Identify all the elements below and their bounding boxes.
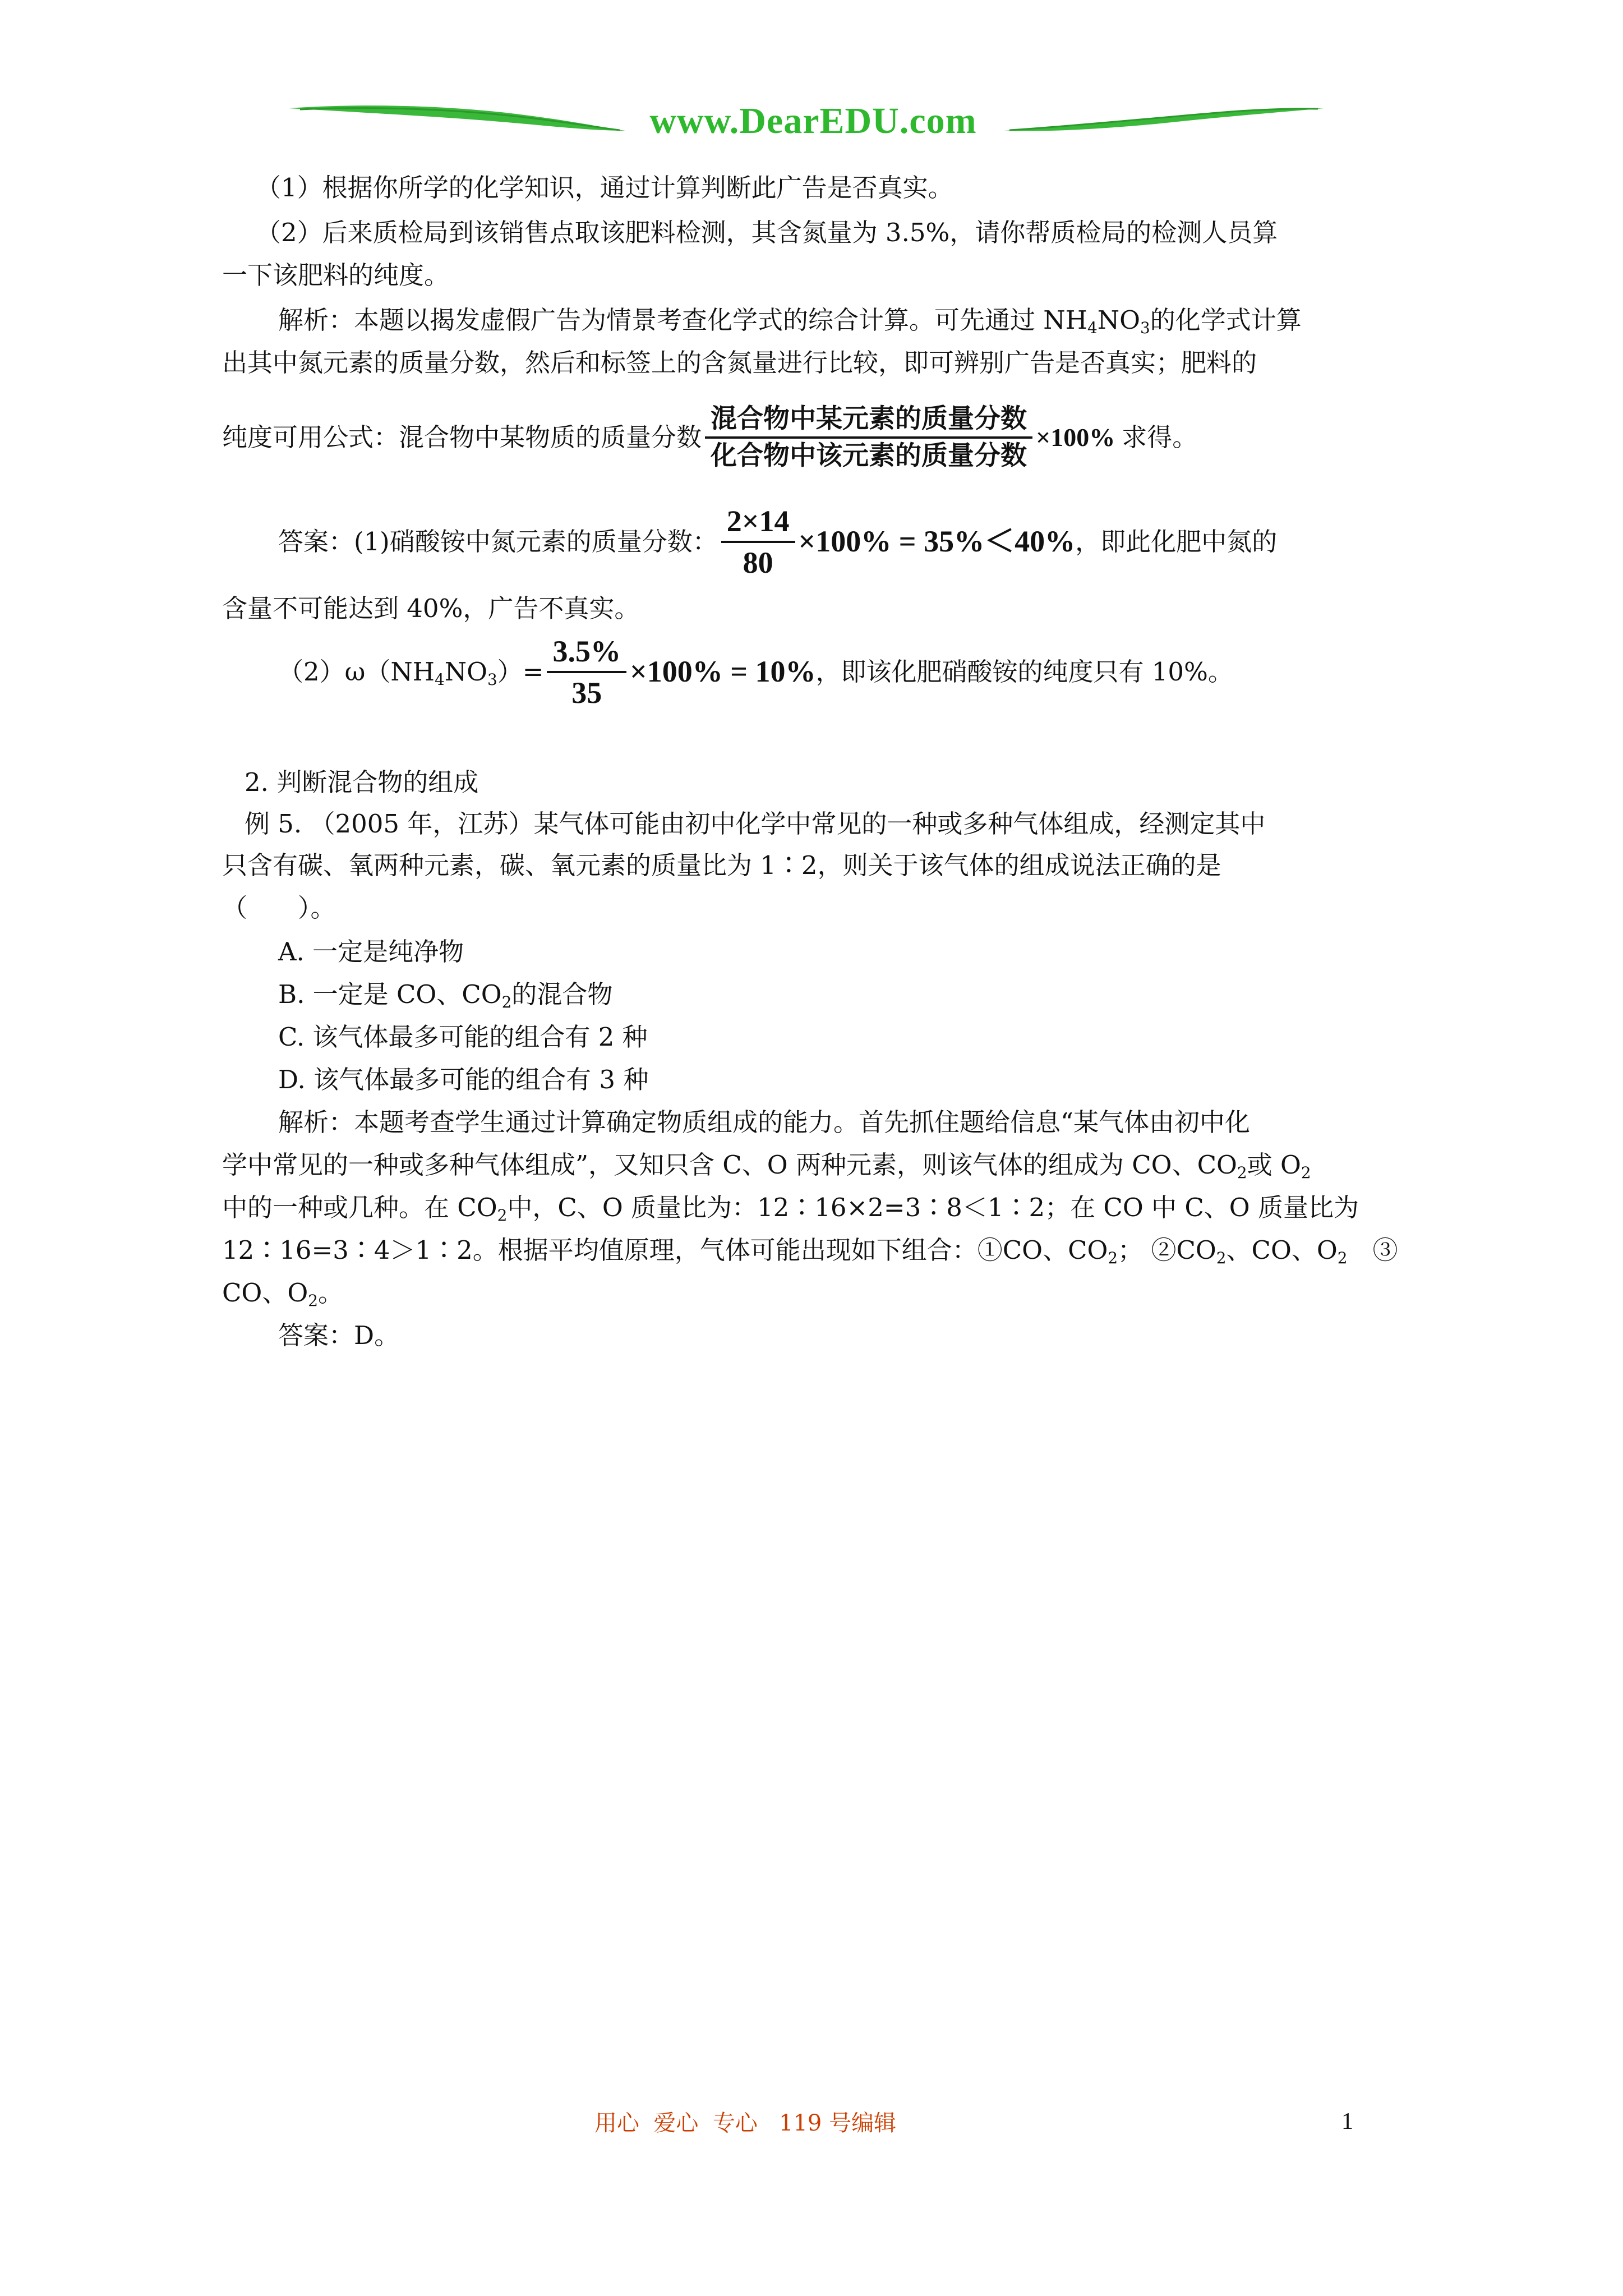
footer-text: 用心 爱心 专心 119 号编辑 [594,2110,897,2136]
example-5-line-2: 只含有碳、氧两种元素，碳、氧元素的质量比为 1∶2，则关于该气体的组成说法正确的是 [222,850,1221,880]
option-a: A. 一定是纯净物 [278,937,464,967]
analysis-1-formula-line: 纯度可用公式：混合物中某物质的质量分数 $\frac{\text{混合物中某元素的质量分数}}{\text{化合物中该元素的质量分数}}$ ×100% 求得。 [222,403,1198,472]
analysis-2-line-1: 解析：本题考查学生通过计算确定物质组成的能力。首先抓住题给信息“某气体由初中化 [278,1107,1251,1137]
example-5-line-3: （ ）。 [222,893,336,923]
analysis-2-line-5: CO、$O_2$。 [222,1278,343,1310]
section-2-title: 2. 判断混合物的组成 [245,767,479,797]
analysis-1-line-2: 出其中氮元素的质量分数，然后和标签上的含氮量进行比较，即可辨别广告是否真实；肥料的 [222,348,1257,378]
option-b: B. 一定是 CO、$CO_2$的混合物 [278,979,613,1011]
page-number: 1 [1341,2109,1353,2134]
header-swoosh-right-icon [1004,104,1324,137]
analysis-2-line-3: 中的一种或几种。在 $CO_2$中，C、O 质量比为：12∶16×2=3∶8＜1∶2；在 CO 中 C、O 质量比为 [222,1193,1359,1225]
analysis-2-line-4: 12∶16=3∶4＞1∶2。根据平均值原理，气体可能出现如下组合：①CO、$CO_2$； $②CO_2$、CO、$O_2$ ③ [222,1235,1398,1267]
answer-2-line: $(2)\omega(NH_4NO_3)=$ $\frac{3.5\%}{35}$ ×100% = 10% ，即该化肥硝酸铵的纯度只有 10%。 [278,634,1233,710]
purity-fraction: $\frac{3.5\%}{35}$ [547,634,626,710]
question-part-2-line-2: 一下该肥料的纯度。 [222,260,450,290]
site-brand-logo: www.DearEDU.com [649,100,977,141]
analysis-1-line-1: 解析：本题以揭发虚假广告为情景考查化学式的综合计算。可先通过 $NH_4NO_3$的化学式计算 [278,305,1302,337]
answer-3: 答案：D。 [278,1320,400,1350]
question-part-1: （1）根据你所学的化学知识，通过计算判断此广告是否真实。 [256,173,953,203]
purity-formula-fraction: $\frac{\text{混合物中某元素的质量分数}}{\text{化合物中该元素的质量分数}}$ [705,404,1032,471]
option-d: D. 该气体最多可能的组合有 3 种 [278,1065,649,1094]
answer-1-line-1: 答案：(1)硝酸铵中氮元素的质量分数： $\frac{2\times 14}{80}$ ×100% = 35%＜40% ，即此化肥中氮的 [278,504,1278,580]
example-5-line-1: 例 5. （2005 年，江苏）某气体可能由初中化学中常见的一种或多种气体组成，经测定其中 [245,809,1266,839]
question-part-2-line-1: （2）后来质检局到该销售点取该肥料检测，其含氮量为 3.5%，请你帮质检局的检测人员算 [256,218,1278,247]
nitrogen-fraction: $\frac{2\times 14}{80}$ [721,504,795,580]
answer-1-line-2: 含量不可能达到 40%，广告不真实。 [222,593,640,623]
analysis-2-line-2: 学中常见的一种或多种气体组成”，又知只含 C、O 两种元素，则该气体的组成为 CO、$CO_2$或 $O_2$ [222,1150,1311,1182]
option-c: C. 该气体最多可能的组合有 2 种 [278,1022,648,1052]
